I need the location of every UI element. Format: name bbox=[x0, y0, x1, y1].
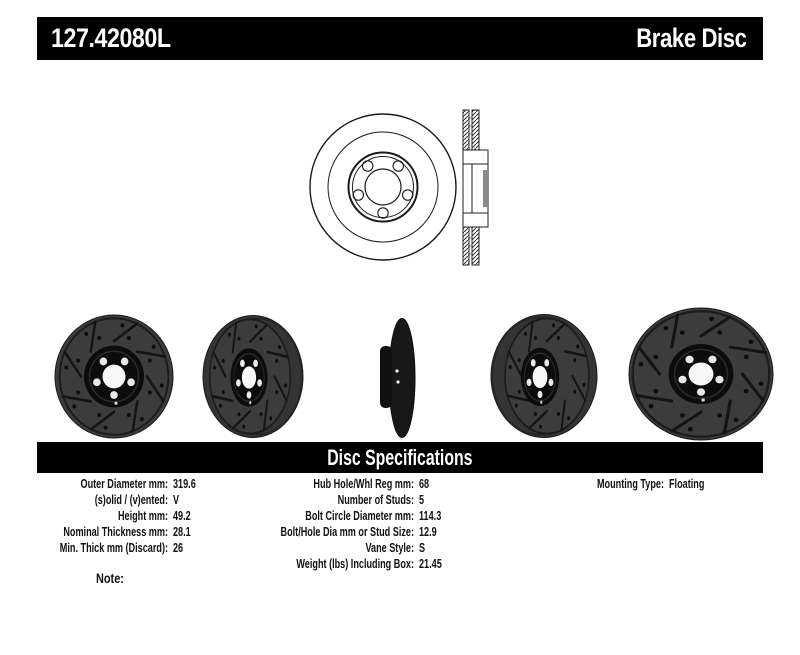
spec-row bbox=[0, 476, 206, 492]
spec-value: 26 bbox=[173, 540, 184, 555]
spec-label: Vane Style: bbox=[365, 540, 414, 555]
spec-row bbox=[0, 508, 206, 524]
spec-label: Hub Hole/Whl Reg mm: bbox=[313, 476, 414, 491]
spec-section-bar bbox=[37, 442, 763, 473]
spec-label: Mounting Type: bbox=[596, 476, 664, 491]
front-view-drawing bbox=[310, 114, 456, 260]
spec-label: Outer Diameter mm: bbox=[80, 476, 168, 491]
spec-value: 5 bbox=[419, 492, 425, 507]
spec-row bbox=[540, 476, 720, 492]
spec-row bbox=[0, 540, 206, 556]
spec-label: Bolt/Hole Dia mm or Stud Size: bbox=[280, 524, 414, 539]
spec-column-right bbox=[540, 476, 720, 492]
note-label: Note: bbox=[96, 570, 124, 586]
technical-drawing bbox=[300, 92, 500, 287]
header-bar bbox=[37, 17, 763, 60]
spec-row bbox=[222, 508, 452, 524]
spec-value: 114.3 bbox=[419, 508, 442, 523]
rotor-photo-angled-3 bbox=[488, 313, 600, 439]
spec-row bbox=[0, 524, 206, 540]
spec-label: Number of Studs: bbox=[337, 492, 414, 507]
spec-label: Nominal Thickness mm: bbox=[63, 524, 169, 539]
spec-value: S bbox=[419, 540, 426, 555]
spec-value: V bbox=[173, 492, 180, 507]
product-type-title: Brake Disc bbox=[636, 23, 747, 53]
spec-value: 28.1 bbox=[173, 524, 191, 539]
rotor-photo-edge bbox=[379, 318, 419, 438]
spec-label: Min. Thick mm (Discard): bbox=[59, 540, 168, 555]
spec-section-title: Disc Specifications bbox=[327, 444, 473, 470]
part-number: 127.42080L bbox=[51, 23, 171, 53]
rotor-photo-angled-1 bbox=[54, 314, 174, 439]
spec-value: 319.6 bbox=[173, 476, 196, 491]
spec-row bbox=[222, 476, 452, 492]
spec-row bbox=[222, 492, 452, 508]
rotor-photo-angled-2 bbox=[200, 314, 306, 439]
cross-section-drawing bbox=[463, 110, 488, 265]
spec-value: 68 bbox=[419, 476, 430, 491]
spec-column-middle bbox=[222, 476, 452, 572]
spec-label: (s)olid / (v)ented: bbox=[94, 492, 168, 507]
spec-value: 21.45 bbox=[419, 556, 442, 571]
spec-row bbox=[222, 556, 452, 572]
spec-column-left bbox=[0, 476, 206, 556]
rotor-photo-front bbox=[627, 307, 775, 441]
spec-value: Floating bbox=[669, 476, 705, 491]
spec-row bbox=[222, 540, 452, 556]
spec-row bbox=[222, 524, 452, 540]
spec-label: Height mm: bbox=[117, 508, 168, 523]
spec-row bbox=[0, 492, 206, 508]
spec-label: Weight (lbs) Including Box: bbox=[296, 556, 414, 571]
spec-value: 49.2 bbox=[173, 508, 191, 523]
spec-label: Bolt Circle Diameter mm: bbox=[305, 508, 414, 523]
spec-value: 12.9 bbox=[419, 524, 437, 539]
